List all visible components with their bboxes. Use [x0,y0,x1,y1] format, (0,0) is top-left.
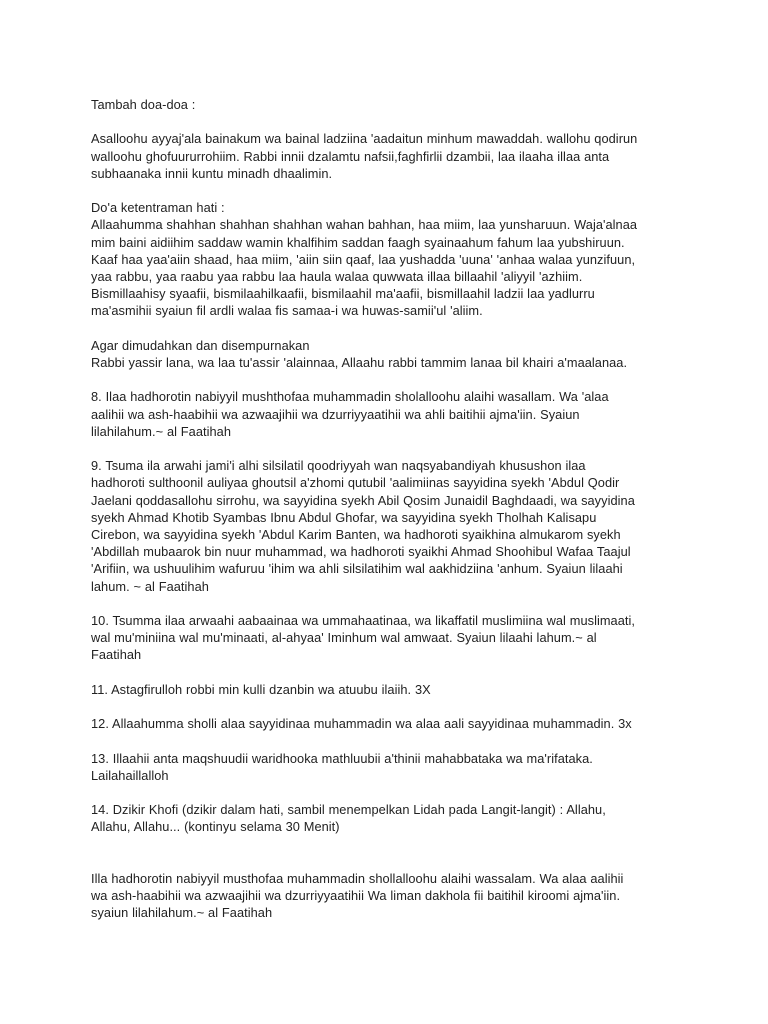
paragraph-doa-ketentraman: Do'a ketentraman hati : Allaahumma shahhan shahhan shahhan wahan bahhan, haa miim, laa yunsharuun. Waja'alnaa mim baini aidiihim saddaw wamin khalfihim saddan faagh syainaahum fahum laa yubshiruun. Kaaf haa yaa'aiin shaad, haa miim, 'aiin siin qaaf, laa yushadda 'uuna' 'anhaa walaa yunzifuun, yaa rabbu, yaa raabu yaa rabbu laa haula walaa quwwata illaa billaahil 'aliyyil 'azhiim. Bismillaahisy syaafii, bismilaahilkaafii, bismilaahil ma'aafii, bismillaahil ladzii laa yadlurru ma'asmihii syaiun fil ardli walaa fis samaa-i wa huwas-samii'ul 'aliim. [91,200,638,319]
paragraph-spacer [91,664,688,681]
section-heading: Tambah doa-doa : [91,97,196,112]
paragraph-item-14: 14. Dzikir Khofi (dzikir dalam hati, sambil menempelkan Lidah pada Langit-langit) : Allahu, Allahu, Allahu... (kontinyu selama 30 Menit) [91,802,606,835]
paragraph-spacer [91,732,688,749]
paragraph-item-8: 8. Ilaa hadhorotin nabiyyil mushthofaa muhammadin sholalloohu alaihi wasallam. Wa 'alaa aalihii wa ash-haabihii wa azwaajihii wa dzurriyyaatihii wa ahli baitihii ajma'iin. Syaiun lilahilahum.~ al Faatihah [91,389,609,439]
paragraph-item-11: 11. Astagfirulloh robbi min kulli dzanbin wa atuubu ilaiih. 3X [91,681,431,697]
paragraph-item-9: 9. Tsuma ila arwahi jami'i alhi silsilatil qoodriyyah wan naqsyabandiyah khusushon ilaa hadhoroti sulthoonil auliyaa ghoutsil a'zhomi qutubil 'aalimiinas sayyidina syekh 'Abdul Qodir Jaelani qoddasallohu sirrohu, wa sayyidina syekh Abil Qosim Junaidil Baghdaadi, wa sayyidina syekh Ahmad Khotib Syambas Ibnu Abdul Ghofar, wa sayyidina syekh Tholhah Kalisapu Cirebon, wa sayyidina syekh 'Abdul Karim Banten, wa hadhoroti syaikhina almukarom syekh 'Abdillah mubaarok bin nuur muhammad, wa hadhoroti syaikhi Ahmad Shoohibul Wafaa Taajul 'Arifiin, wa ushuulihim wafuruu 'ihim wa ahli silsilatihim wal aakhidziina 'anhum. Syaiun lilaahi lahum. ~ al Faatihah [91,458,635,594]
paragraph-spacer [91,836,688,870]
paragraph-agar-dimudahkan: Agar dimudahkan dan disempurnakan Rabbi yassir lana, wa laa tu'assir 'alainnaa, Allaahu rabbi tammim lanaa bil khairi a'maalanaa. [91,337,628,370]
paragraph-spacer [91,784,688,801]
paragraph-closing: Illa hadhorotin nabiyyil musthofaa muhammadin shollalloohu alaihi wassalam. Wa alaa aalihii wa ash-haabihii wa azwaajihii wa dzurriyyaatihii Wa liman dakhola fii baitihil kiroomi ajma'iin. syaiun lilahilahum.~ al Faatihah [91,870,624,920]
paragraph-spacer [91,371,688,388]
paragraph-asalloohu: Asalloohu ayyaj'ala bainakum wa bainal ladziina 'aadaitun minhum mawaddah. wallohu qodirun walloohu ghofuururrohiim. Rabbi innii dzalamtu nafsii,faghfirlii dzambii, laa ilaaha illaa anta subhaanaka innii kuntu minadh dhaalimin. [91,131,638,181]
paragraph-item-13: 13. Illaahii anta maqshuudii waridhooka mathluubii a'thinii mahabbataka wa ma'rifataka. Lailahaillalloh [91,750,593,783]
paragraph-spacer [91,595,688,612]
paragraph-spacer [91,440,688,457]
paragraph-spacer [91,182,688,199]
paragraph-spacer [91,113,688,130]
paragraph-spacer [91,698,688,715]
paragraph-item-10: 10. Tsumma ilaa arwaahi aabaainaa wa ummahaatinaa, wa likaffatil muslimiina wal muslimaati, wal mu'miniina wal mu'minaati, al-ahyaa' Iminhum wal amwaat. Syaiun lilaahi lahum.~ al Faatihah [91,613,635,663]
paragraph-spacer [91,320,688,337]
paragraph-item-12: 12. Allaahumma sholli alaa sayyidinaa muhammadin wa alaa aali sayyidinaa muhammadin. 3x [91,716,632,732]
